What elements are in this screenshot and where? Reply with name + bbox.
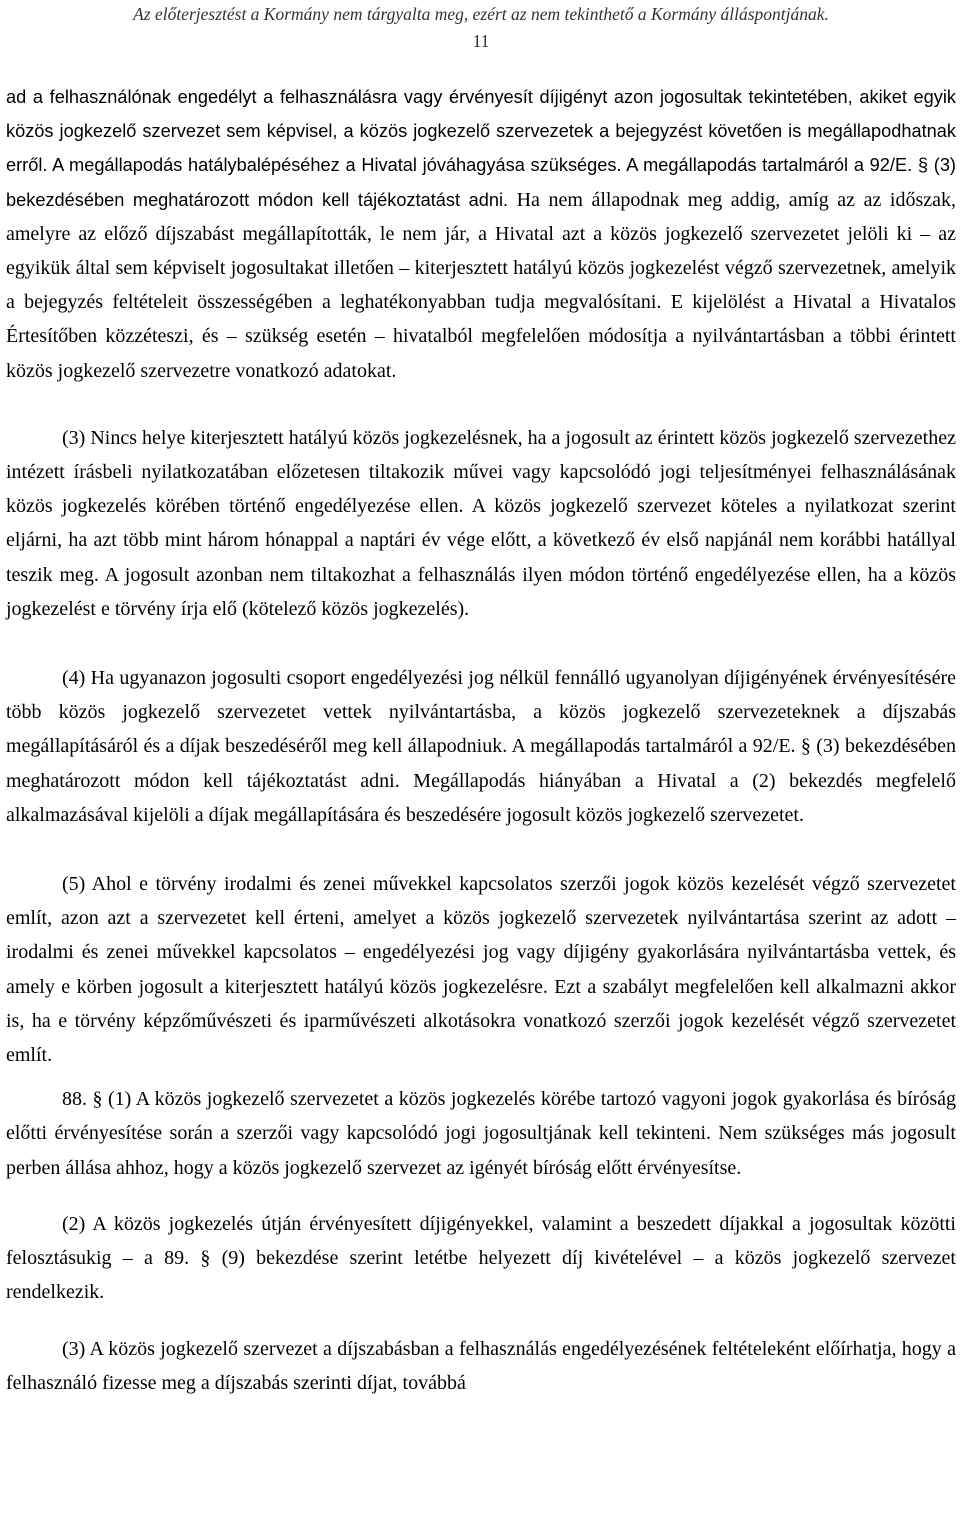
paragraph-article-88-1: 88. § (1) A közös jogkezelő szervezetet a közös jogkezelés körébe tartozó vagyoni jogok gyakorlása és bíróság előtti érvényesítése során a szerzői vagy kapcsolódó jogi jogosultjának kell tekinteni. Nem szükséges más jogosult perben állása ahhoz, hogy a közös jogkezelő szervezet az igényét bíróság előtt érvényesítse.	[6, 1088, 956, 1179]
paragraph-article-88-3: (3) A közös jogkezelő szervezet a díjszabásban a felhasználás engedélyezésének feltételeként előírhatja, hogy a felhasználó fizesse meg a díjszabás szerinti díjat, továbbá	[6, 1337, 956, 1394]
paragraph-section-4: (4) Ha ugyanazon jogosulti csoport engedélyezési jog nélkül fennálló ugyanolyan díjigényének érvényesítésére több közös jogkezelő szervezetet vettek nyilvántartásba, a közös jogkezelő szervezeteknek a díjszabás megállapításáról és a díjak beszedéséről meg kell állapodniuk. A megállapodás tartalmáról a 92/E. § (3) bekezdésében meghatározott módon kell tájékoztatást adni. Megállapodás hiányában a Hivatal a (2) bekezdés megfelelő alkalmazásával kijelöli a díjak megállapítására és beszedésére jogosult közös jogkezelő szervezetet.	[6, 667, 956, 826]
page-number: 11	[472, 31, 490, 51]
paragraph-section-3: (3) Nincs helye kiterjesztett hatályú közös jogkezelésnek, ha a jogosult az érintett közös jogkezelő szervezethez intézett írásbeli nyilatkozatában előzetesen tiltakozik művei vagy kapcsolódó jogi teljesítményei felhasználásának közös jogkezelés körében történő engedélyezése ellen. A közös jogkezelő szervezet köteles a nyilatkozat szerint eljárni, ha azt több mint három hónappal a naptári év vége előtt, a következő év első napjánál nem korábbi hatállyal teszik meg. A jogosult azonban nem tiltakozhat a felhasználás ilyen módon történő engedélyezése ellen, ha a közös jogkezelést e törvény írja elő (kötelező közös jogkezelés).	[6, 426, 956, 620]
paragraph-section-5: (5) Ahol e törvény irodalmi és zenei művekkel kapcsolatos szerzői jogok közös kezelését végző szervezetet említ, azon azt a szervezetet kell érteni, amelyet a közös jogkezelő szervezetek nyilvántartása szerint az adott – irodalmi és zenei művekkel kapcsolatos – engedélyezési jog vagy díjigény gyakorlására nyilvántartásba vettek, és amely e körben jogosult a kiterjesztett hatályú közös jogkezelésre. Ezt a szabályt megfelelően kell alkalmazni akkor is, ha e törvény képzőművészeti és iparművészeti alkotásokra vonatkozó szerzői jogok kezelését végző szervezetet említ.	[6, 873, 956, 1067]
paragraph-continuation	[6, 80, 956, 388]
page-header	[6, 0, 956, 52]
paragraph-continuation-sans-part: ad a felhasználónak engedélyt a felhasználásra vagy érvényesít díjigényt azon jogosultak tekintetében, akiket egyik közös jogkezelő szervezet sem képvisel, a közös jogkezelő szervezetek a bejegyzést követően is megállapodhatnak erről. A megállapodás hatálybalépéséhez a Hivatal jóváhagyása szükséges. A megállapodás tartalmáról a 92/E. § (3) bekezdésében meghatározott módon kell tájékoztatást adni.	[6, 87, 956, 210]
document-body	[6, 80, 956, 1400]
paragraph-article-88-2: (2) A közös jogkezelés útján érvényesített díjigényekkel, valamint a beszedett díjakkal a jogosultak közötti felosztásukig – a 89. § (9) bekezdése szerint letétbe helyezett díj kivételével – a közös jogkezelő szervezet rendelkezik.	[6, 1212, 956, 1304]
header-note: Az előterjesztést a Kormány nem tárgyalta meg, ezért az nem tekinthető a Kormány álláspontjának.	[133, 4, 829, 24]
paragraph-continuation-serif-part: Ha nem állapodnak meg addig, amíg az az időszak, amelyre az előző díjszabást megállapították, le nem jár, a Hivatal azt a közös jogkezelő szervezetet jelöli ki – az egyikük által sem képviselt jogosultakat illetően – kiterjesztett hatályú közös jogkezelést végző szervezetnek, amelyik a bejegyzés feltételeit összességében a leghatékonyabban tudja megvalósítani. E kijelölést a Hivatal a Hivatalos Értesítőben közzéteszi, és – szükség esetén – hivatalból megfelelően módosítja a nyilvántartásban a többi érintett közös jogkezelő szervezetre vonatkozó adatokat.	[6, 188, 956, 382]
